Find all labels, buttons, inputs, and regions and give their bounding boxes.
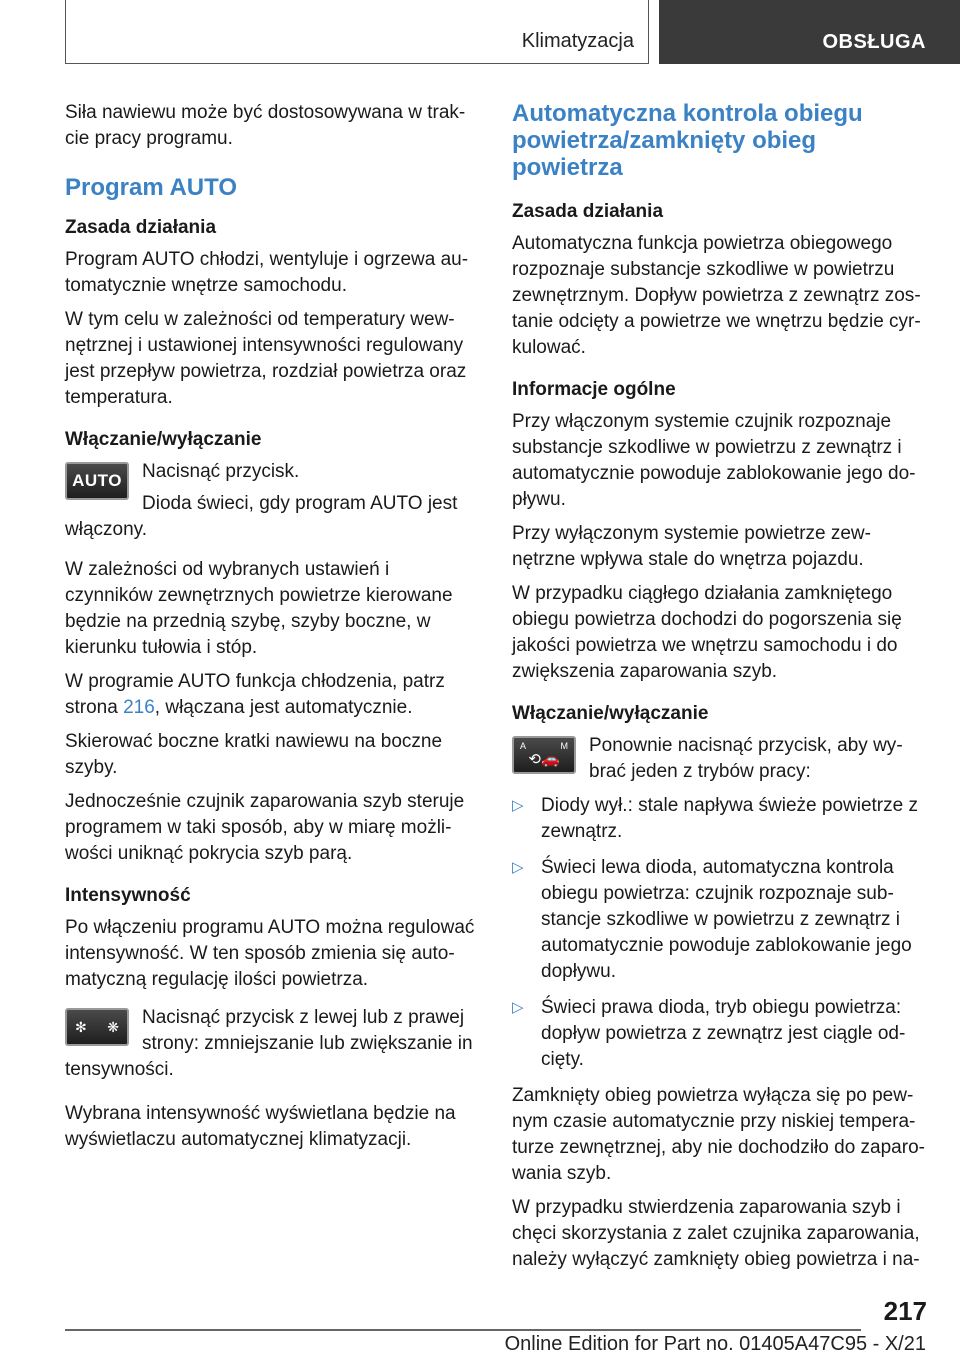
press-button-text: Nacisnąć przycisk.	[142, 461, 300, 482]
recirculation-heading: Automatyczna kontrola obiegu powietrza/zamknięty obieg powietrza	[512, 100, 863, 181]
general-heading: Informacje ogólne	[512, 379, 676, 400]
triangle-bullet-icon: ▷	[512, 797, 524, 814]
section-tab[interactable]: OBSŁUGA	[659, 0, 960, 64]
principle-paragraph-1: Program AUTO chłodzi, wentyluje i ogrzewa automatycznie wnętrze samochodu.	[65, 249, 469, 296]
fogging-paragraph: W przypadku stwierdzenia zaparowania szyb i chęci skorzystania z zalet czujnika zaparowania, należy wyłączyć zamknięty obieg powietrza i na-	[512, 1197, 920, 1270]
intro-paragraph: Siła nawiewu może być dostosowywana w trakcie pracy programu.	[65, 102, 466, 149]
general-paragraph-2: Przy wyłączonym systemie powietrze zewnętrzne wpływa stale do wnętrza pojazdu.	[512, 523, 871, 570]
chapter-title: Klimatyzacja	[521, 30, 634, 52]
footer-divider	[65, 1329, 861, 1331]
general-paragraph-3: W przypadku ciągłego działania zamkniętego obiegu powietrza dochodzi do pogorszenia się jakości powietrza we wnętrzu samochodu i do zwiększenia zaparowania szyb.	[512, 583, 902, 682]
principle-heading: Zasada działania	[65, 217, 217, 238]
page-link-216[interactable]: 216	[123, 697, 155, 718]
vents-paragraph: Skierować boczne kratki nawiewu na boczne szyby.	[65, 731, 443, 778]
header-frame	[65, 0, 649, 64]
cooling-paragraph: W programie AUTO funkcja chłodzenia, patrz strona 216, włączana jest automatycznie.	[65, 671, 445, 718]
press-left-right-text: Nacisnąć przycisk z lewej lub z prawej strony: zmniejszanie lub zwiększanie in	[142, 1007, 473, 1054]
intensity-paragraph: Po włączeniu programu AUTO można regulować intensywność. W ten sposób zmienia się automatyczną regulację ilości powietrza.	[65, 917, 475, 990]
right-principle-paragraph: Automatyczna funkcja powietrza obiegowego rozpoznaje substancje szkodliwe w powietrzu zewnętrznym. Dopływ powietrza z zewnątrz zostanie odcięty a powietrze we wnętrzu będzie cyrkulować.	[512, 233, 921, 358]
right-principle-heading: Zasada działania	[512, 201, 664, 222]
general-paragraph-1: Przy włączonym systemie czujnik rozpoznaje substancje szkodliwe w powietrzu z zewnątrz i automatycznie powoduje zablokowanie jego dopływu.	[512, 411, 916, 510]
closed-loop-paragraph: Zamknięty obieg powietrza wyłącza się po pewnym czasie automatycznie przy niskiej temperaturze zewnętrznej, aby nie dochodziło do zaparowania szyb.	[512, 1085, 925, 1184]
right-column	[512, 100, 928, 1281]
auto-button-instruction	[65, 459, 481, 543]
page-number: 217	[883, 1296, 927, 1326]
mode-list	[512, 793, 928, 1073]
distribution-paragraph: W zależności od wybranych ustawień i czynników zewnętrznych powietrze kierowane będzie na przednią szybę, szyby boczne, w kierunku tułowia i stóp.	[65, 559, 453, 658]
auto-program-heading: Program AUTO	[65, 174, 238, 201]
intensity-heading: Intensywność	[65, 885, 191, 906]
list-item: ▷ Świeci lewa dioda, automatyczna kontrola obiegu powietrza: czujnik rozpoznaje substancje szkodliwe w powietrzu z zewnątrz i automatycznie powoduje zablokowanie jego dopływu.	[512, 857, 912, 982]
recirculation-button-instruction	[512, 733, 928, 785]
list-item: ▷ Diody wył.: stale napływa świeże powietrze z zewnątrz.	[512, 795, 918, 842]
car-air-icon: ⟲🚗	[528, 751, 560, 768]
led-text-cont: włączony.	[65, 519, 148, 540]
left-column	[65, 100, 481, 1161]
right-onoff-heading: Włączanie/wyłączanie	[512, 703, 709, 724]
sensor-paragraph: Jednocześnie czujnik zaparowania szyb steruje programem w taki sposób, aby w miarę możliwości uniknąć pokrycia szyb parą.	[65, 791, 465, 864]
triangle-bullet-icon: ▷	[512, 859, 524, 876]
led-text: Dioda świeci, gdy program AUTO jest	[142, 493, 458, 514]
onoff-heading: Włączanie/wyłączanie	[65, 429, 262, 450]
triangle-bullet-icon: ▷	[512, 999, 524, 1016]
press-repeat-text: Ponownie nacisnąć przycisk, aby wybrać jeden z trybów pracy:	[589, 735, 903, 782]
fan-high-icon: ❋	[107, 1018, 119, 1035]
list-item: ▷ Świeci prawa dioda, tryb obiegu powietrza: dopływ powietrza z zewnątrz jest ciągle odcięty.	[512, 997, 906, 1070]
fan-button-icon	[65, 1008, 129, 1046]
fan-button-instruction	[65, 1005, 481, 1083]
auto-button-icon: AUTO	[65, 462, 129, 500]
display-paragraph: Wybrana intensywność wyświetlana będzie na wyświetlaczu automatycznej klimatyzacji.	[65, 1103, 456, 1150]
edition-text: Online Edition for Part no. 01405A47C95 - X/21	[504, 1333, 926, 1355]
press-left-right-cont: tensywności.	[65, 1059, 174, 1080]
fan-low-icon: ✻	[75, 1018, 87, 1035]
principle-paragraph-2: W tym celu w zależności od temperatury wewnętrznej i ustawionej intensywności regulowany jest przepływ powietrza, rozdział powietrza oraz temperatura.	[65, 309, 467, 408]
recirculation-button-icon: A M ⟲🚗	[512, 736, 576, 774]
